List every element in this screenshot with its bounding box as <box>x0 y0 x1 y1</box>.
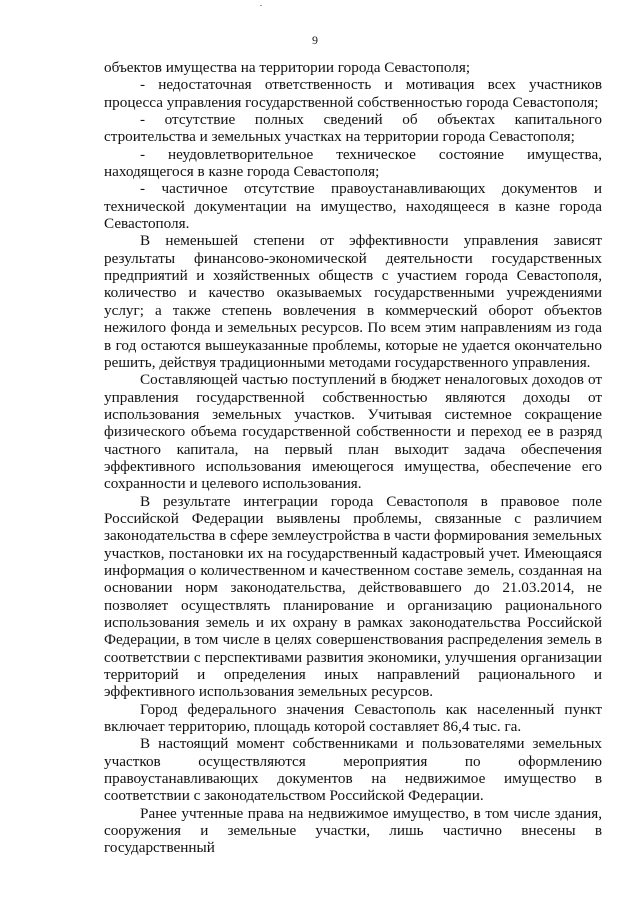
paragraph: В неменьшей степени от эффективности управления зависят результаты финансово-экономической деятельности государственных предприятий и хозяйственных обществ с участием города Севастополя, количество и качество оказываемых государственными учреждениями услуг; а также степень вовлечения в коммерческий оборот объектов нежилого фонда и земельных ресурсов. По всем этим направлениям из года в год остаются вышеуказанные проблемы, которые не удается окончательно решить, действуя традиционными методами государственного управления. <box>104 232 602 371</box>
paragraph: В результате интеграции города Севастополя в правовое поле Российской Федерации выявлены проблемы, связанные с различием законодательства в сфере землеустройства в части формирования земельных участков, постановки их на государственный кадастровый учет. Имеющаяся информация о количественном и качественном составе земель, созданная на основании норм законодательства, действовавшего до 21.03.2014, не позволяет осуществлять планирование и организацию рационального использования земель и их охрану в рамках законодательства Российской Федерации, в том числе в целях совершенствования распределения земель в соответствии с перспективами развития экономики, улучшения организации территорий и определения иных направлений рационального и эффективного использования земельных ресурсов. <box>104 492 602 701</box>
paragraph: Город федерального значения Севастополь как населенный пункт включает территорию, площадь которой составляет 86,4 тыс. га. <box>104 700 602 736</box>
paragraph: Составляющей частью поступлений в бюджет неналоговых доходов от управления государственной собственностью являются доходы от использования земельных участков. Учитывая системное сокращение физического объема государственной собственности и переход ее в разряд частного капитала, на первый план выходит задача обеспечения эффективного использования имеющегося имущества, обеспечение его сохранности и целевого использования. <box>104 371 602 493</box>
paragraph: Ранее учтенные права на недвижимое имущество, в том числе здания, сооружения и земельные участки, лишь частично внесены в государственный <box>104 804 602 857</box>
list-item: - отсутствие полных сведений об объектах капитального строительства и земельных участках на территории города Севастополя; <box>104 111 602 146</box>
paragraph: объектов имущества на территории города Севастополя; <box>104 59 471 76</box>
page-number: 9 <box>312 33 318 47</box>
scan-speck <box>260 5 262 6</box>
paragraph: В настоящий момент собственниками и пользователями земельных участков осуществляются мероприятия по оформлению правоустанавливающих документов на недвижимое имущество в соответствии с законодательством Российской Федерации. <box>104 735 602 805</box>
list-item: - недостаточная ответственность и мотивация всех участников процесса управления государственной собственностью города Севастополя; <box>104 76 602 111</box>
list-item: - неудовлетворительное техническое состояние имущества, находящегося в казне города Севастополя; <box>104 145 602 181</box>
list-item: - частичное отсутствие правоустанавливающих документов и технической документации на имущество, находящееся в казне города Севастополя. <box>104 180 602 233</box>
document-body <box>104 59 602 857</box>
